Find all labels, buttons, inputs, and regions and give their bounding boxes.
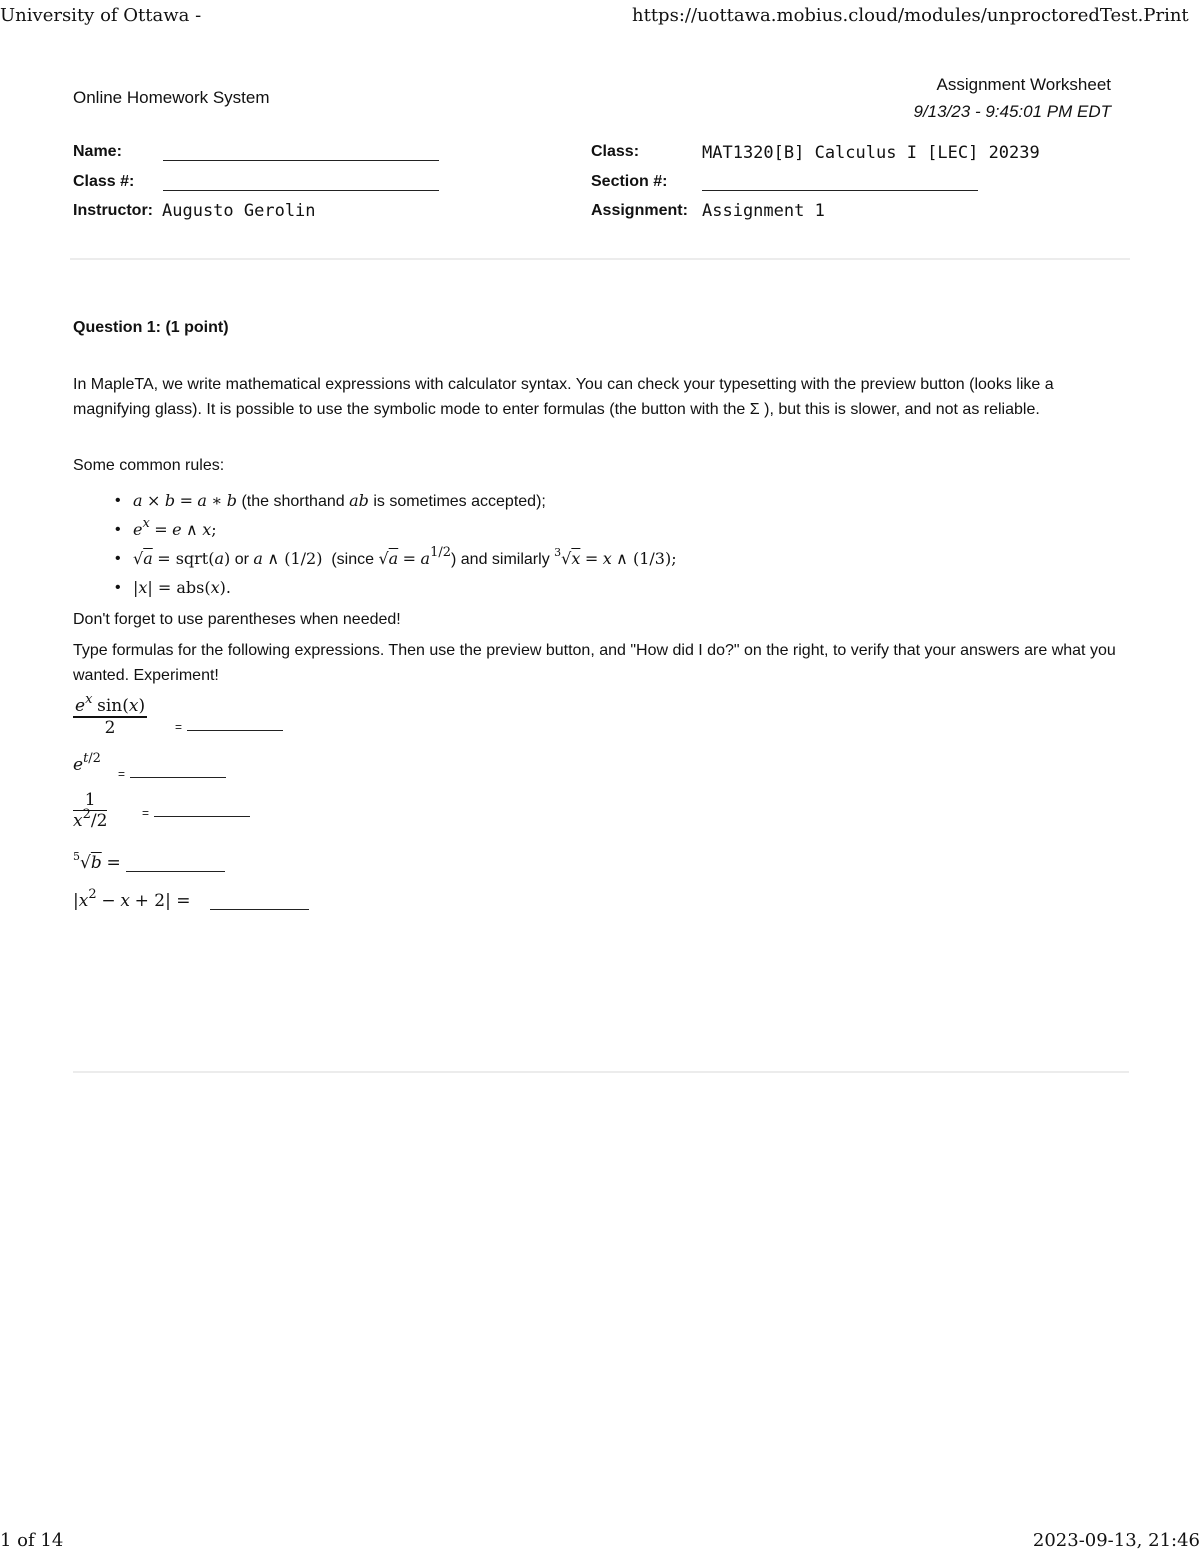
- expression-5: $|x^2 - x + 2|$ =: [73, 887, 191, 911]
- rule1-end: is sometimes accepted);: [373, 493, 546, 510]
- expression-3-fraction: $\frac{1}{x^2/2}$: [73, 790, 108, 831]
- expression-1-fraction: $\frac{e^x \sin(x)}{2}$: [75, 692, 146, 738]
- question-instructions: Type formulas for the following expressions. Then use the preview button, and "How did I do?" on the right, to verify that your answers are what you wanted. Experiment!: [73, 642, 1116, 684]
- page-number: 1 of 14: [0, 1530, 64, 1551]
- expression-2: $e^{t/2}$: [73, 751, 101, 775]
- rules-list: [115, 486, 677, 602]
- expression-3-answer[interactable]: =: [142, 802, 250, 822]
- rule3-or: or: [234, 551, 249, 568]
- expression-5-answer[interactable]: [210, 895, 309, 915]
- rule-roots: • √a = sqrt(a) or a ∧ (1/2) (since $√a = a^{1/2}$) and similarly $^3$√x = x ∧ (1/3);: [115, 544, 677, 573]
- worksheet-date: 9/13/23 - 9:45:01 PM EDT: [913, 102, 1111, 121]
- rule3-similarly: ) and similarly: [451, 551, 550, 568]
- system-name: Online Homework System: [73, 88, 270, 107]
- class-number-label: Class #:: [73, 173, 135, 190]
- rule-exponential: • $e^x = e$ ∧ x;: [115, 515, 677, 544]
- assignment-value: Assignment 1: [702, 201, 825, 221]
- section-label: Section #:: [591, 173, 668, 190]
- instructor-value: Augusto Gerolin: [162, 201, 316, 221]
- class-number-blank: [163, 190, 439, 191]
- section-blank: [702, 190, 978, 191]
- worksheet-title: Assignment Worksheet: [936, 75, 1111, 94]
- print-datetime: 2023-09-13, 21:46: [1032, 1530, 1200, 1551]
- question-intro: In MapleTA, we write mathematical expressions with calculator syntax. You can check your typesetting with the preview button (looks like a magnifying glass). It is possible to use the symbolic mode to enter formulas (the button with the Σ ), but this is slower, and not as reliable.: [73, 376, 1054, 418]
- rule1-note: (the shorthand: [241, 493, 345, 510]
- rule3-since: (since: [331, 551, 375, 568]
- parentheses-reminder: Don't forget to use parentheses when needed!: [73, 611, 401, 628]
- class-label: Class:: [591, 143, 640, 160]
- instructor-label: Instructor:: [73, 202, 153, 219]
- assignment-label: Assignment:: [591, 202, 688, 219]
- expression-1-answer[interactable]: =: [175, 716, 283, 736]
- print-header-url: https://uottawa.mobius.cloud/modules/unproctoredTest.Print: [632, 5, 1189, 26]
- expression-4-answer[interactable]: [126, 857, 225, 877]
- rules-heading: Some common rules:: [73, 457, 225, 474]
- expression-4: $^5$√b =: [73, 850, 121, 873]
- name-blank: [163, 160, 439, 161]
- class-value: MAT1320[B] Calculus I [LEC] 20239: [702, 143, 1040, 163]
- rule-absolute: • |x| = abs(x).: [115, 573, 677, 602]
- expression-2-answer[interactable]: =: [118, 763, 226, 783]
- rule-multiplication: • a × b = a ∗ b (the shorthand ab is sometimes accepted);: [115, 486, 677, 515]
- print-header-title: University of Ottawa -: [0, 5, 202, 26]
- question-divider: [73, 1071, 1129, 1073]
- question-title: Question 1: (1 point): [73, 319, 229, 336]
- header-divider: [70, 258, 1130, 260]
- name-label: Name:: [73, 143, 122, 160]
